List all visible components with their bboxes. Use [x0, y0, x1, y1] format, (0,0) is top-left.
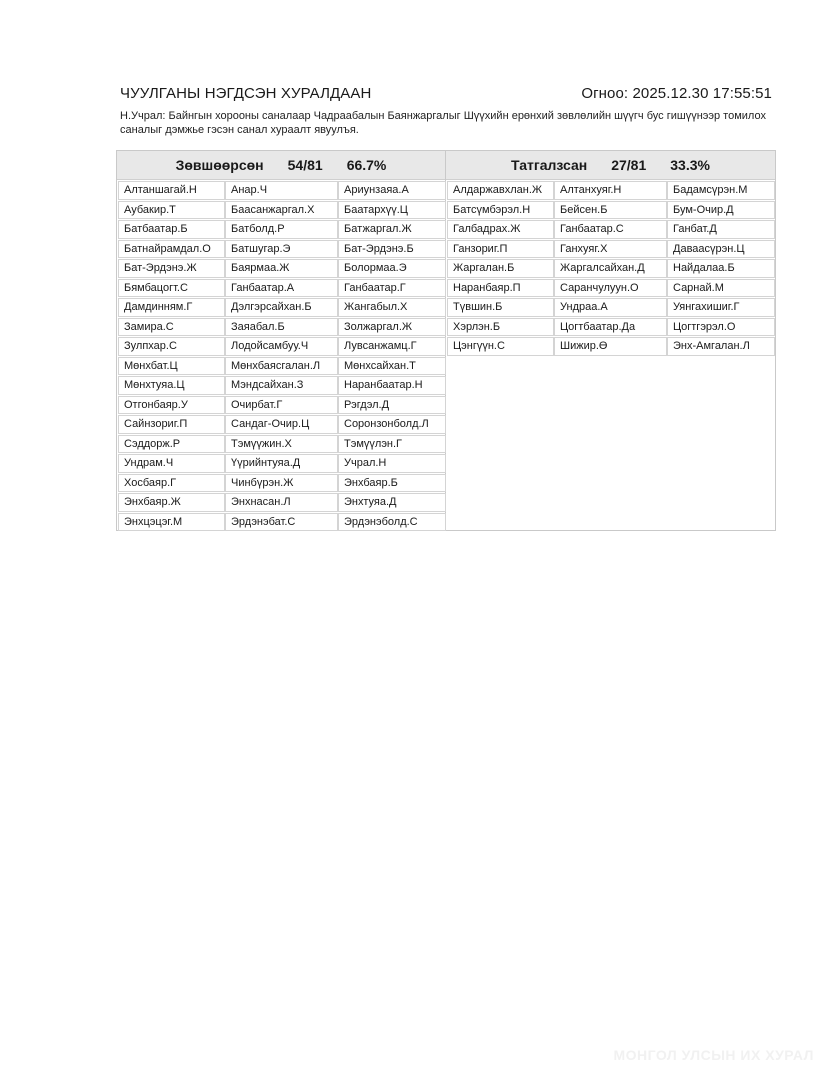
member-name-cell: Заяабал.Б	[225, 318, 338, 337]
member-name-cell: Ганзориг.П	[447, 240, 554, 259]
approved-names-grid	[118, 181, 445, 532]
member-name-cell: Аубакир.Т	[118, 201, 225, 220]
member-name-cell: Энх-Амгалан.Л	[667, 337, 775, 356]
watermark: МОНГОЛ УЛСЫН ИХ ХУРАЛ	[613, 1047, 814, 1063]
member-name-cell: Мөнхбат.Ц	[118, 357, 225, 376]
member-name-cell: Лувсанжамц.Г	[338, 337, 446, 356]
member-name-cell: Наранбаатар.Н	[338, 376, 446, 395]
member-name-cell: Бат-Эрдэнэ.Ж	[118, 259, 225, 278]
member-name-cell: Энхцэцэг.М	[118, 513, 225, 532]
member-name-cell: Галбадрах.Ж	[447, 220, 554, 239]
member-name-cell: Цогтгэрэл.О	[667, 318, 775, 337]
approved-percent: 66.7%	[346, 157, 387, 173]
member-name-cell: Алтаншагай.Н	[118, 181, 225, 200]
member-name-cell: Тэмүүжин.Х	[225, 435, 338, 454]
member-name-cell: Бямбацогт.С	[118, 279, 225, 298]
vote-subject: Н.Учрал: Байнгын хорооны саналаар Чадраабалын Баянжаргалыг Шүүхийн ерөнхий зөвлөлийн шүүгч бус гишүүнээр томилох саналыг дэмжье гэсэн санал хураалт явуулъя.	[120, 110, 766, 136]
member-name-cell: Түвшин.Б	[447, 298, 554, 317]
member-name-cell: Эрдэнэбат.С	[225, 513, 338, 532]
member-name-cell: Рэгдэл.Д	[338, 396, 446, 415]
member-name-cell: Чинбүрэн.Ж	[225, 474, 338, 493]
member-name-cell: Батболд.Р	[225, 220, 338, 239]
member-name-cell: Цогтбаатар.Да	[554, 318, 667, 337]
rejected-count: 27/81	[611, 157, 647, 173]
date-label: Огноо: 2025.12.30 17:55:51	[581, 84, 772, 102]
member-name-cell: Ариунзаяа.А	[338, 181, 446, 200]
rejected-names-grid	[447, 181, 775, 357]
member-name-cell: Ганбат.Д	[667, 220, 775, 239]
rejected-panel	[446, 150, 776, 531]
member-name-cell: Мөнхсайхан.Т	[338, 357, 446, 376]
member-name-cell: Дамдинням.Г	[118, 298, 225, 317]
member-name-cell: Болормаа.Э	[338, 259, 446, 278]
member-name-cell: Жаргалсайхан.Д	[554, 259, 667, 278]
rejected-label: Татгалзсан	[511, 157, 588, 173]
member-name-cell: Цэнгүүн.С	[447, 337, 554, 356]
approved-label: Зөвшөөрсөн	[175, 157, 264, 173]
member-name-cell: Учрал.Н	[338, 454, 446, 473]
member-name-cell: Отгонбаяр.У	[118, 396, 225, 415]
member-name-cell: Эрдэнэболд.С	[338, 513, 446, 532]
approved-count: 54/81	[287, 157, 323, 173]
member-name-cell: Үүрийнтуяа.Д	[225, 454, 338, 473]
member-name-cell: Сайнзориг.П	[118, 415, 225, 434]
member-name-cell: Энхнасан.Л	[225, 493, 338, 512]
member-name-cell: Баасанжаргал.Х	[225, 201, 338, 220]
member-name-cell: Дэлгэрсайхан.Б	[225, 298, 338, 317]
member-name-cell: Бум-Очир.Д	[667, 201, 775, 220]
member-name-cell: Бадамсүрэн.М	[667, 181, 775, 200]
member-name-cell: Алтанхуяг.Н	[554, 181, 667, 200]
member-name-cell: Баатархүү.Ц	[338, 201, 446, 220]
member-name-cell: Батнайрамдал.О	[118, 240, 225, 259]
header	[120, 82, 772, 104]
member-name-cell: Ундрам.Ч	[118, 454, 225, 473]
member-name-cell: Анар.Ч	[225, 181, 338, 200]
member-name-cell: Мөнхтуяа.Ц	[118, 376, 225, 395]
member-name-cell: Бат-Эрдэнэ.Б	[338, 240, 446, 259]
member-name-cell: Соронзонболд.Л	[338, 415, 446, 434]
member-name-cell: Энхбаяр.Ж	[118, 493, 225, 512]
member-name-cell: Мөнхбаясгалан.Л	[225, 357, 338, 376]
member-name-cell: Ганхуяг.Х	[554, 240, 667, 259]
member-name-cell: Сарнай.М	[667, 279, 775, 298]
member-name-cell: Энхтуяа.Д	[338, 493, 446, 512]
member-name-cell: Батшугар.Э	[225, 240, 338, 259]
member-name-cell: Батбаатар.Б	[118, 220, 225, 239]
member-name-cell: Уянгахишиг.Г	[667, 298, 775, 317]
member-name-cell: Лодойсамбуу.Ч	[225, 337, 338, 356]
member-name-cell: Ганбаатар.А	[225, 279, 338, 298]
member-name-cell: Батсүмбэрэл.Н	[447, 201, 554, 220]
member-name-cell: Алдаржавхлан.Ж	[447, 181, 554, 200]
member-name-cell: Жангабыл.Х	[338, 298, 446, 317]
member-name-cell: Даваасүрэн.Ц	[667, 240, 775, 259]
member-name-cell: Найдалаа.Б	[667, 259, 775, 278]
member-name-cell: Бейсен.Б	[554, 201, 667, 220]
member-name-cell: Тэмүүлэн.Г	[338, 435, 446, 454]
member-name-cell: Баярмаа.Ж	[225, 259, 338, 278]
member-name-cell: Ганбаатар.Г	[338, 279, 446, 298]
approved-panel	[116, 150, 446, 531]
member-name-cell: Ганбаатар.С	[554, 220, 667, 239]
rejected-header	[446, 151, 775, 180]
member-name-cell: Золжаргал.Ж	[338, 318, 446, 337]
member-name-cell: Хэрлэн.Б	[447, 318, 554, 337]
member-name-cell: Жаргалан.Б	[447, 259, 554, 278]
member-name-cell: Шижир.Ө	[554, 337, 667, 356]
member-name-cell: Хосбаяр.Г	[118, 474, 225, 493]
page-title: ЧУУЛГАНЫ НЭГДСЭН ХУРАЛДААН	[120, 84, 372, 102]
member-name-cell: Ундраа.А	[554, 298, 667, 317]
rejected-percent: 33.3%	[670, 157, 710, 173]
member-name-cell: Замира.С	[118, 318, 225, 337]
member-name-cell: Зулпхар.С	[118, 337, 225, 356]
member-name-cell: Батжаргал.Ж	[338, 220, 446, 239]
member-name-cell: Очирбат.Г	[225, 396, 338, 415]
member-name-cell: Сэддорж.Р	[118, 435, 225, 454]
vote-results	[116, 150, 776, 531]
approved-header	[117, 151, 445, 180]
member-name-cell: Энхбаяр.Б	[338, 474, 446, 493]
member-name-cell: Мэндсайхан.З	[225, 376, 338, 395]
member-name-cell: Саранчулуун.О	[554, 279, 667, 298]
member-name-cell: Сандаг-Очир.Ц	[225, 415, 338, 434]
member-name-cell: Наранбаяр.П	[447, 279, 554, 298]
